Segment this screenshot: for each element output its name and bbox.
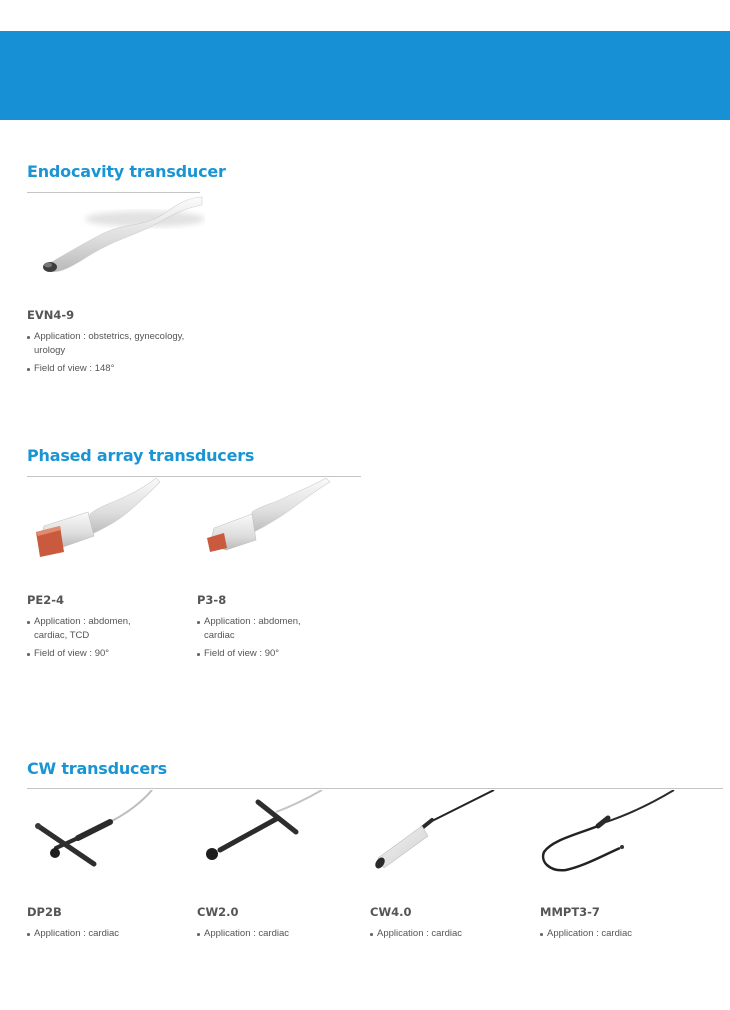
spec-list [197,927,337,945]
spec-item: Application : cardiac [540,927,690,941]
spec-item: Application : abdomen, cardiac [197,615,312,643]
product-name-dp2b: DP2B [27,905,62,919]
spec-item: Application : obstetrics, gynecology, urology [27,330,192,358]
section-title: Phased array transducers [27,446,255,465]
product-name-cw2-0: CW2.0 [197,905,239,919]
spec-list [540,927,690,945]
section-divider [27,788,723,789]
spec-item: Application : cardiac [370,927,510,941]
spec-list [27,615,152,665]
evn4-9-transducer-image [30,193,205,283]
cw4-0-transducer-image [370,790,500,875]
section-title: Endocavity transducer [27,162,226,181]
spec-item: Field of view : 148° [27,362,192,376]
spec-item: Field of view : 90° [197,647,312,661]
pe2-4-transducer-image [30,478,190,568]
product-name-mmpt3-7: MMPT3-7 [540,905,600,919]
spec-item: Application : cardiac [27,927,167,941]
spec-list [27,330,192,380]
section-divider [27,476,361,477]
spec-item: Application : cardiac [197,927,337,941]
spec-item: Field of view : 90° [27,647,152,661]
product-name-p3-8: P3-8 [197,593,227,607]
cw2-0-transducer-image [200,790,330,875]
spec-item: Application : abdomen, cardiac, TCD [27,615,152,643]
product-name-cw4-0: CW4.0 [370,905,412,919]
section-title: CW transducers [27,759,168,778]
spec-list [370,927,510,945]
mmpt3-7-transducer-image [538,790,678,885]
spec-list [27,927,167,945]
product-name-evn4-9: EVN4-9 [27,308,75,322]
header-banner [0,31,730,120]
dp2b-transducer-image [30,790,160,875]
product-name-pe2-4: PE2-4 [27,593,65,607]
p3-8-transducer-image [200,478,340,568]
spec-list [197,615,312,665]
